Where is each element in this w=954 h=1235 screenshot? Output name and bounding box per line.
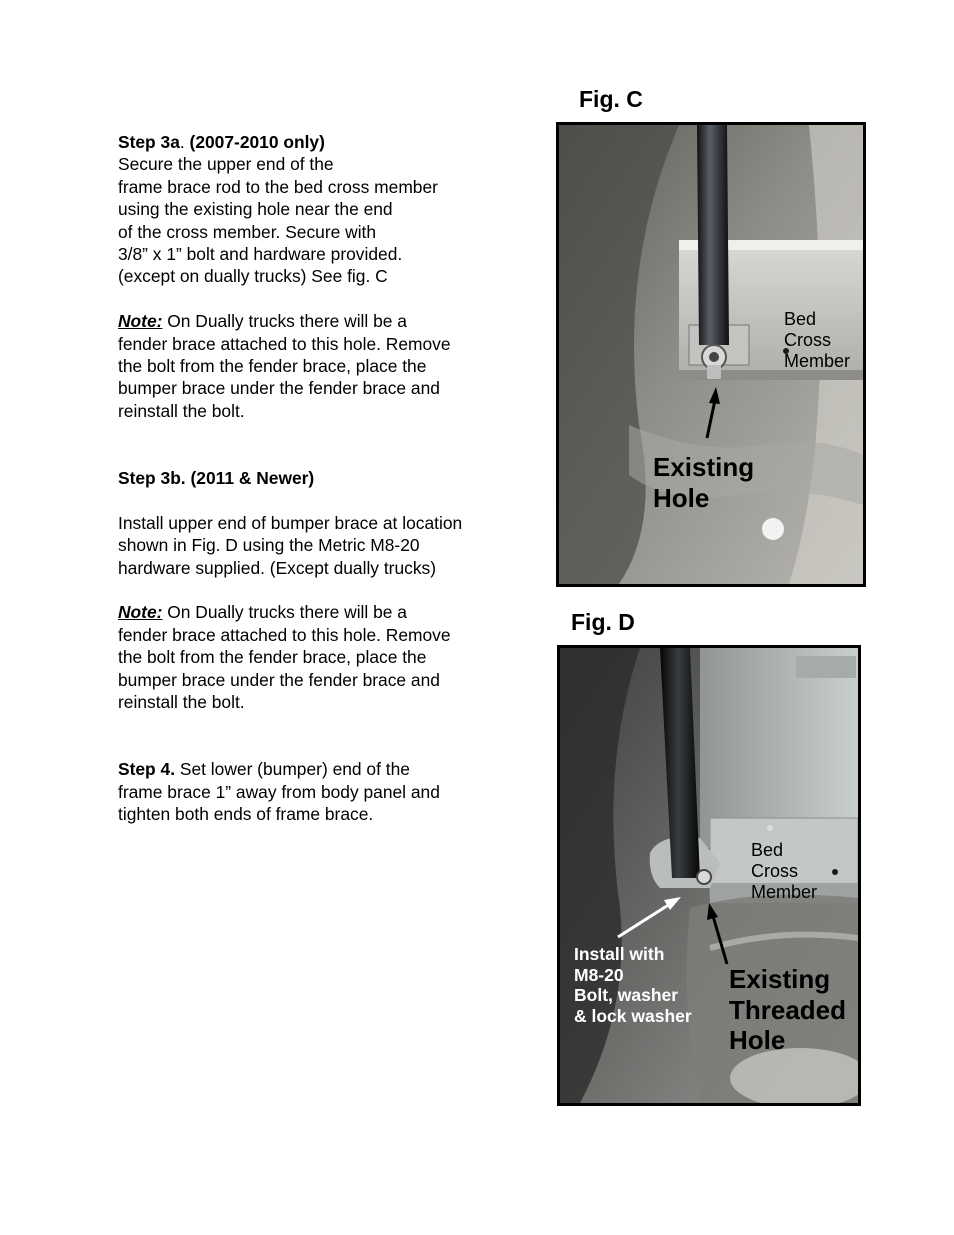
step-3a-line: frame brace rod to the bed cross member: [118, 176, 438, 197]
fig-d-hole-line: Existing: [729, 964, 831, 994]
step-3a-heading-label: Step 3a: [118, 132, 180, 152]
step-4-line: tighten both ends of frame brace.: [118, 804, 374, 825]
step-3a-line: 3/8” x 1” bolt and hardware provided.: [118, 244, 403, 265]
fig-c-title: Fig. C: [579, 86, 643, 112]
instructions-column: [118, 131, 518, 826]
fig-d-title: Fig. D: [571, 609, 635, 635]
note-1-line: fender brace attached to this hole. Remove: [118, 333, 451, 354]
fig-d-hole-line: Hole: [729, 1025, 786, 1056]
note-2-label: Note:: [118, 602, 163, 623]
step-3b-line: Install upper end of bumper brace at location: [118, 512, 463, 533]
fig-d-hole-label: [729, 964, 846, 1056]
step-3a-heading-range: (2007-2010 only): [184, 132, 325, 152]
fig-c-arrow-layer: [559, 125, 863, 584]
step-3a-line: of the cross member. Secure with: [118, 221, 377, 242]
fig-d-member-line: Member: [751, 882, 818, 903]
step-3b-heading: Step 3b. (2011 & Newer): [118, 468, 315, 489]
fig-d-hole-arrowhead: [707, 903, 718, 920]
fig-d-hole-line: Threaded: [729, 994, 847, 1025]
note-2-line: bumper brace under the fender brace and: [118, 669, 440, 690]
fig-d-install-line: & lock washer: [574, 1005, 692, 1026]
fig-d-install-line: M8-20: [574, 964, 624, 985]
note-1-first-text: On Dually trucks there will be a: [162, 311, 407, 332]
fig-c-hole-line: Existing: [653, 452, 755, 482]
fig-d-member-line: Cross: [751, 861, 799, 882]
fig-d-install-line: Bolt, washer: [574, 985, 679, 1006]
step-3a-heading: [118, 131, 518, 153]
note-1-label: Note:: [118, 311, 163, 332]
step-3a-line: using the existing hole near the end: [118, 199, 393, 220]
step-3a-line: Secure the upper end of the: [118, 154, 334, 175]
fig-d-member-line: Bed: [751, 840, 784, 860]
fig-d-install-arrowhead: [664, 897, 681, 910]
fig-d-install-label: [574, 944, 692, 1027]
note-2-first-line: [118, 601, 518, 623]
note-1-line: the bolt from the fender brace, place the: [118, 356, 427, 377]
fig-c-member-line: Bed: [784, 309, 817, 329]
note-2-line: reinstall the bolt.: [118, 692, 245, 713]
note-1-line: reinstall the bolt.: [118, 400, 245, 421]
fig-c-hole-label: [653, 452, 754, 513]
step-3b-line: hardware supplied. (Except dually trucks): [118, 557, 437, 578]
fig-d-install-line: Install with: [574, 944, 665, 964]
step-3a-heading-dot: .: [179, 132, 185, 152]
fig-c-member-line: Member: [784, 351, 851, 372]
step-3b-line: shown in Fig. D using the Metric M8-20: [118, 535, 420, 556]
fig-c-hole-line: Hole: [653, 482, 710, 513]
note-2-line: the bolt from the fender brace, place the: [118, 647, 427, 668]
step-4-heading: Step 4.: [118, 759, 176, 780]
fig-d-hole-arrow: [713, 916, 727, 964]
fig-c-pointer-arrowhead: [709, 387, 720, 404]
fig-d-install-arrow: [618, 904, 670, 937]
step-4-first-line: [118, 758, 518, 780]
note-2-line: fender brace attached to this hole. Remove: [118, 624, 451, 645]
fig-d-photo: [557, 645, 861, 1106]
note-1-line: bumper brace under the fender brace and: [118, 378, 440, 399]
step-4-line: frame brace 1” away from body panel and: [118, 781, 440, 802]
step-3a-line: (except on dually trucks) See fig. C: [118, 266, 388, 287]
fig-c-member-line: Cross: [784, 330, 832, 351]
step-4-first-text: Set lower (bumper) end of the: [175, 759, 410, 780]
note-1-first-line: [118, 310, 518, 332]
fig-c-photo: [556, 122, 866, 587]
fig-c-pointer-arrow: [707, 400, 715, 438]
note-2-first-text: On Dually trucks there will be a: [162, 602, 407, 623]
